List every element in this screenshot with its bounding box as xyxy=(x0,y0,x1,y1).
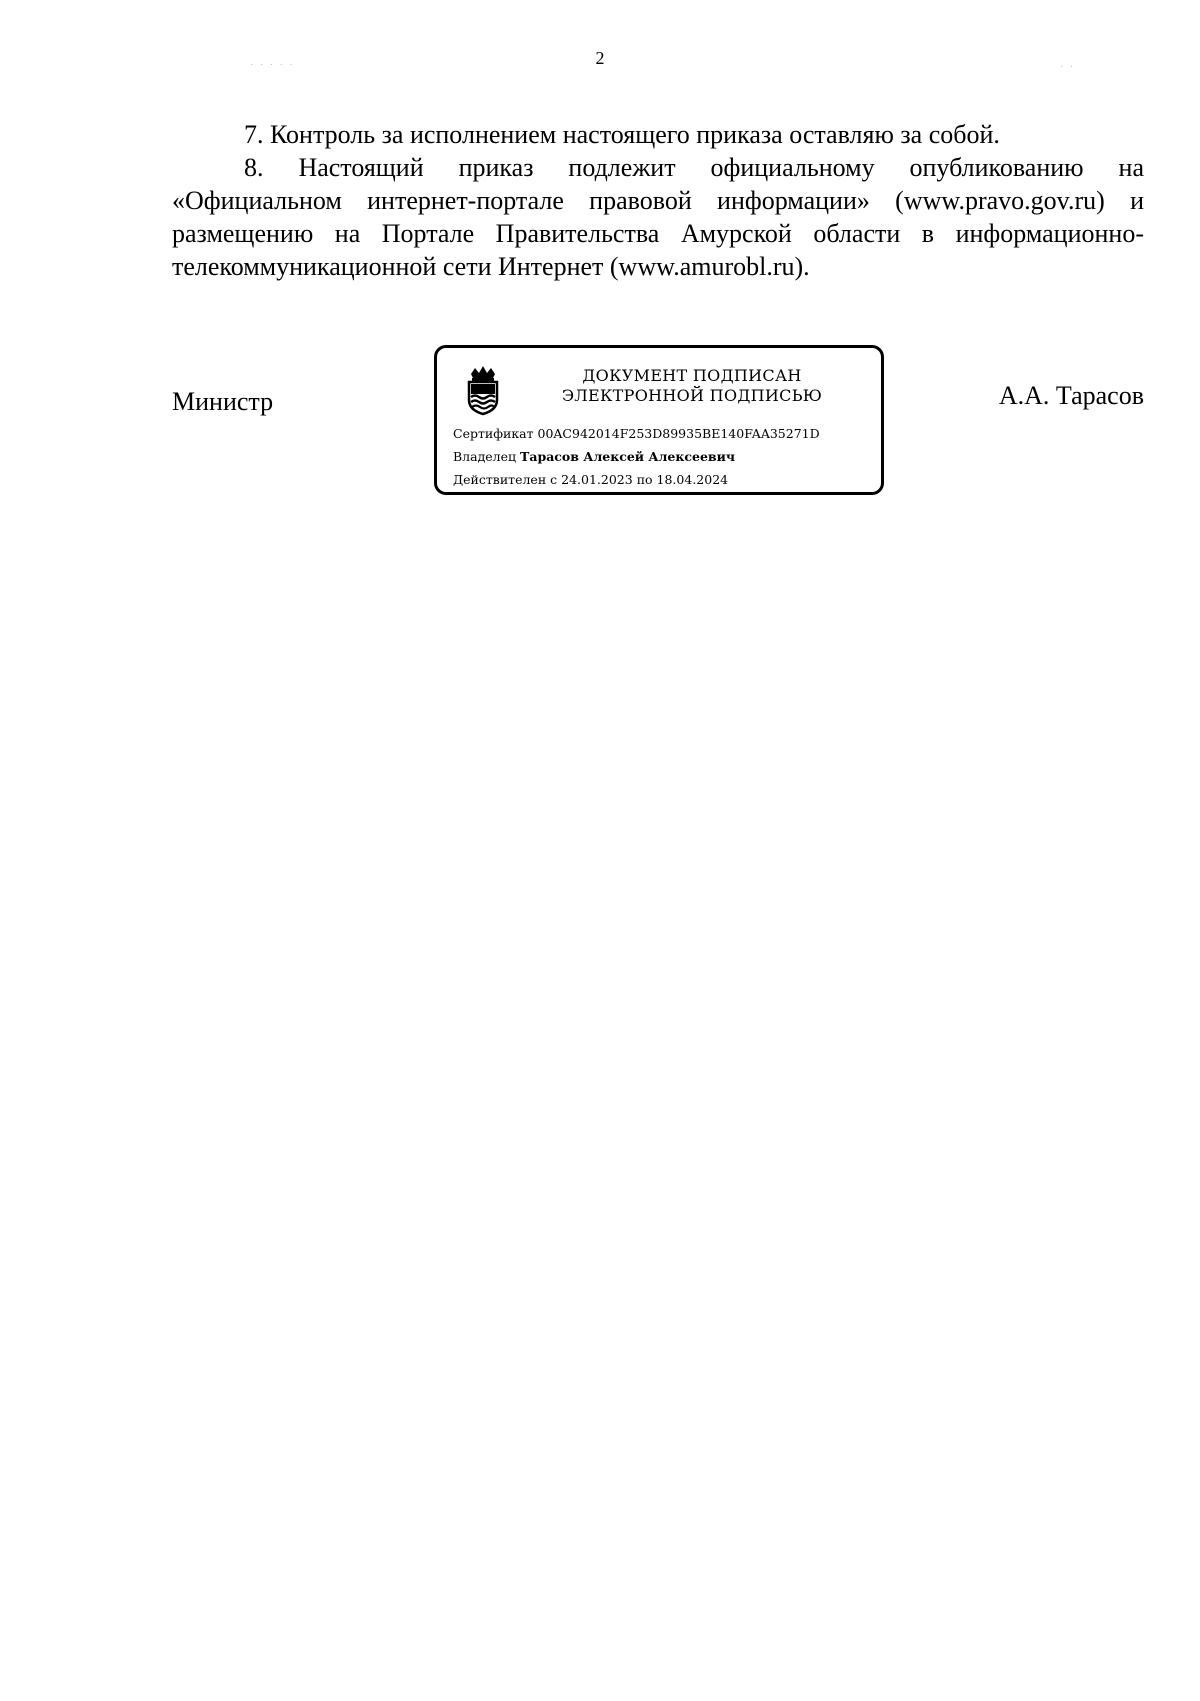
page-number: 2 xyxy=(595,48,605,68)
owner-value: Тарасов Алексей Алексеевич xyxy=(520,449,736,464)
signature-block xyxy=(172,345,1144,515)
scan-artifact: · · · · · xyxy=(250,60,295,71)
stamp-certificate xyxy=(453,426,820,441)
valid-to: 18.04.2024 xyxy=(656,472,729,487)
stamp-owner xyxy=(453,449,735,464)
document-body xyxy=(172,118,1144,283)
scan-artifact: · · xyxy=(1060,62,1076,73)
valid-from: 24.01.2023 xyxy=(561,472,633,487)
certificate-label: Сертификат xyxy=(453,426,534,441)
valid-to-label: по xyxy=(636,472,653,487)
stamp-title-line2: ЭЛЕКТРОННОЙ ПОДПИСЬЮ xyxy=(561,386,823,405)
paragraph-8: 8. Настоящий приказ подлежит официальному опубликованию на «Официальном интернет-портале правовой информации» (www.pravo.gov.ru) и размещению на Портале Правительства Амурской области в информационно-телекоммуникационной сети Интернет (www.amurobl.ru). xyxy=(172,153,1144,281)
electronic-signature-stamp xyxy=(434,345,884,495)
paragraph-7: 7. Контроль за исполнением настоящего приказа оставляю за собой. xyxy=(244,120,1000,149)
coat-of-arms-icon xyxy=(463,364,503,416)
owner-label: Владелец xyxy=(453,449,517,464)
certificate-value: 00AC942014F253D89935BE140FAA35271D xyxy=(537,426,820,441)
signer-position: Министр xyxy=(172,387,274,416)
stamp-validity xyxy=(453,472,728,487)
signer-name: А.А. Тарасов xyxy=(998,381,1144,410)
stamp-title-line1: ДОКУМЕНТ ПОДПИСАН xyxy=(582,366,802,385)
valid-label: Действителен с xyxy=(453,472,558,487)
